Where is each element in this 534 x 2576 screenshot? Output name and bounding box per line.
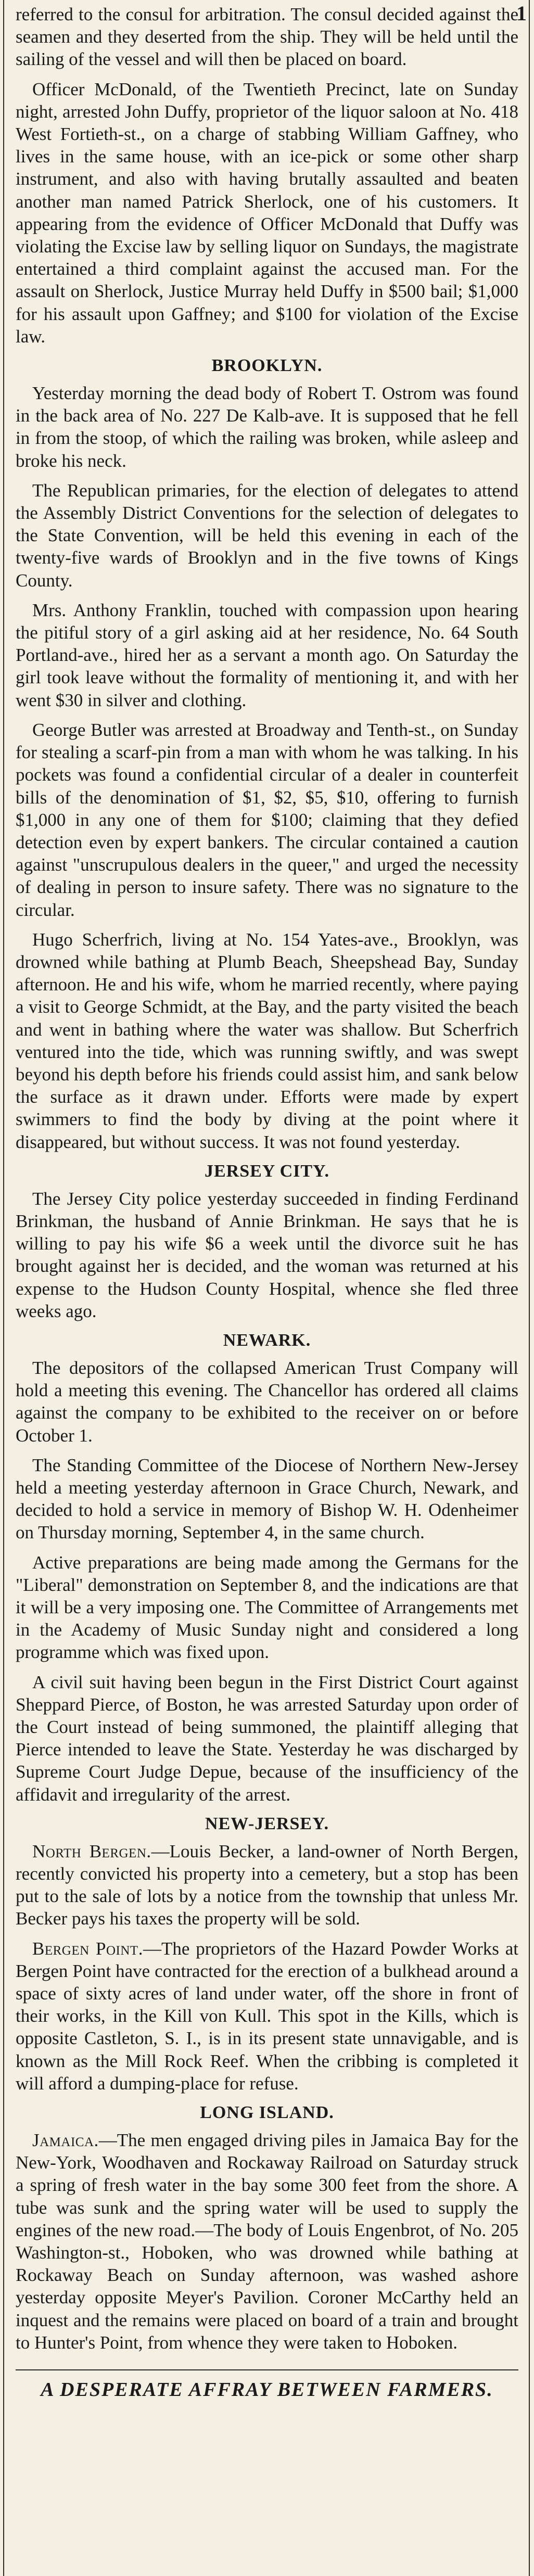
news-paragraph: The Standing Committee of the Diocese of Northern New-Jersey held a meeting yesterday afternoon in Grace Church, Newark, and decided to hold a service in memory of Bishop W. H. Odenheimer on Thursday morning, September 4, in the same church. bbox=[16, 1455, 518, 1543]
section-heading-long-island: LONG ISLAND. bbox=[200, 2103, 334, 2123]
news-paragraph: The Republican primaries, for the election of delegates to attend the Assembly District Conventions for the selection of delegates to the State Convention, will be held this evening in each of the twenty-five wards of Brooklyn and in the five towns of Kings County. bbox=[16, 480, 518, 591]
dateline-lead: Jamaica. bbox=[32, 2130, 99, 2151]
next-article-headline: A DESPERATE AFFRAY BETWEEN FARMERS. bbox=[41, 2379, 493, 2401]
news-paragraph-body: —The proprietors of the Hazard Powder Works at Bergen Point have contracted for the erection of a bulkhead around a space of sixty acres of land under water, off the shore in front of their works, in the Kill von Kull. This spot in the Kills, which is opposite Castleton, S. I., is in its present state unnavigable, and is known as the Mill Rock Reef. When the cribbing is completed it will afford a dumping-place for refuse. bbox=[16, 1938, 518, 2094]
news-paragraph: The Jersey City police yesterday succeeded in finding Ferdinand Brinkman, the husband of Annie Brinkman. He says that he is willing to pay his wife $6 a week until the divorce suit he has brought against her is decided, and the woman was returned at his expense to the Hudson County Hospital, whence she fled three weeks ago. bbox=[16, 1188, 518, 1321]
section-heading-brooklyn: BROOKLYN. bbox=[211, 356, 323, 376]
news-paragraph: Hugo Scherfrich, living at No. 154 Yates-ave., Brooklyn, was drowned while bathing at Plumb Beach, Sheepshead Bay, Sunday afternoon. He and his wife, whom he married recently, where paying a visit to George Schmidt, at the Bay, and the party visited the beach and went in bathing where the water was shallow. But Scherfrich ventured into the tide, which was running swiftly, and was swept beyond his depth before his friends could assist him, and sank below the surface as it drawn under. Efforts were made by expert swimmers to find the body by diving at the point where it disappeared, but without success. It was not found yesterday. bbox=[16, 929, 518, 1152]
dateline-lead: North Bergen. bbox=[32, 1841, 151, 1861]
intro-paragraph: Officer McDonald, of the Twentieth Precinct, late on Sunday night, arrested John Duffy, proprietor of the liquor saloon at No. 418 West Fortieth-st., on a charge of stabbing William Gaffney, who lives in the same house, with an ice-pick or some other sharp instrument, and also with having brutally assaulted and beaten another man named Patrick Sherlock, one of his customers. It appearing from the evidence of Officer McDonald that Duffy was violating the Excise law by selling liquor on Sundays, the magistrate entertained a third complaint against the accused man. For the assault on Sherlock, Justice Murray held Duffy in $500 bail; $1,000 for his assault upon Gaffney; and $100 for violation of the Excise law. bbox=[16, 79, 518, 347]
news-paragraph bbox=[16, 1840, 518, 1930]
news-paragraph bbox=[16, 2129, 518, 2354]
section-heading-new-jersey: NEW-JERSEY. bbox=[205, 1814, 329, 1833]
news-paragraph-body: —Louis Becker, a land-owner of North Bergen, recently convicted his property into a cemetery, but a stop has been put to the sale of lots by a notice from the township that unless Mr. Becker pays his taxes the property will be sold. bbox=[16, 1841, 519, 1929]
section-heading-jersey-city: JERSEY CITY. bbox=[204, 1161, 329, 1181]
article-divider bbox=[16, 2369, 518, 2370]
intro-paragraph: referred to the consul for arbitration. The consul decided against the seamen and they deserted from the ship. They will be held until the sailing of the vessel and will then be placed on board. bbox=[16, 4, 518, 70]
corner-mark: 1 bbox=[516, 2, 527, 25]
section-heading-newark: NEWARK. bbox=[223, 1330, 311, 1350]
news-paragraph: A civil suit having been begun in the First District Court against Sheppard Pierce, of Boston, he was arrested Saturday upon order of the Court instead of being summoned, the plaintiff alleging that Pierce intended to leave the State. Yesterday he was discharged by Supreme Court Judge Depue, because of the insufficiency of the affidavit and irregularity of the arrest. bbox=[16, 1672, 518, 1805]
news-paragraph: George Butler was arrested at Broadway and Tenth-st., on Sunday for stealing a scarf-pin from a man with whom he was talking. In his pockets was found a confidential circular of a dealer in counterfeit bills of the denomination of $1, $2, $5, $10, offering to furnish $1,000 in any one of them for $100; claiming that they defied detection even by expert bankers. The circular contained a caution against "unscrupulous dealers in the queer," and urged the necessity of dealing in person to insure safety. There was no signature to the circular. bbox=[16, 719, 518, 920]
dateline-lead: Bergen Point. bbox=[32, 1938, 143, 1959]
news-paragraph bbox=[16, 1937, 518, 2095]
news-paragraph: Mrs. Anthony Franklin, touched with compassion upon hearing the pitiful story of a girl asking aid at her residence, No. 64 South Portland-ave., hired her as a servant a month ago. On Saturday the girl took leave without the formality of mentioning it, and with her went $30 in silver and clothing. bbox=[16, 600, 518, 710]
news-paragraph: The depositors of the collapsed American Trust Company will hold a meeting this evening. The Chancellor has ordered all claims against the company to be exhibited to the receiver on or before October 1. bbox=[16, 1357, 518, 1446]
left-column-rule bbox=[3, 0, 4, 2576]
news-paragraph-body: —The men engaged driving piles in Jamaica Bay for the New-York, Woodhaven and Rockaway Railroad on Saturday struck a spring of fresh water in the bay some 300 feet from the shore. A tube was sunk and the spring water will be used to supply the engines of the new road.—The body of Louis Engenbrot, of No. 205 Washington-st., Hoboken, who was drowned while bathing at Rockaway Beach on Sunday afternoon, was washed ashore yesterday opposite Meyer's Pavilion. Coroner McCarthy held an inquest and the remains were placed on board of a train and brought to Hunter's Point, from whence they were taken to Hoboken. bbox=[16, 2130, 518, 2353]
news-paragraph: Active preparations are being made among the Germans for the "Liberal" demonstration on September 8, and the indications are that it will be a very imposing one. The Committee of Arrangements met in the Academy of Music Sunday night and considered a long programme which was fixed upon. bbox=[16, 1552, 518, 1663]
news-paragraph: Yesterday morning the dead body of Robert T. Ostrom was found in the back area of No. 227 De Kalb-ave. It is supposed that he fell in from the stoop, of which the railing was broken, while asleep and broke his neck. bbox=[16, 383, 518, 471]
right-column-rule bbox=[529, 0, 530, 2576]
